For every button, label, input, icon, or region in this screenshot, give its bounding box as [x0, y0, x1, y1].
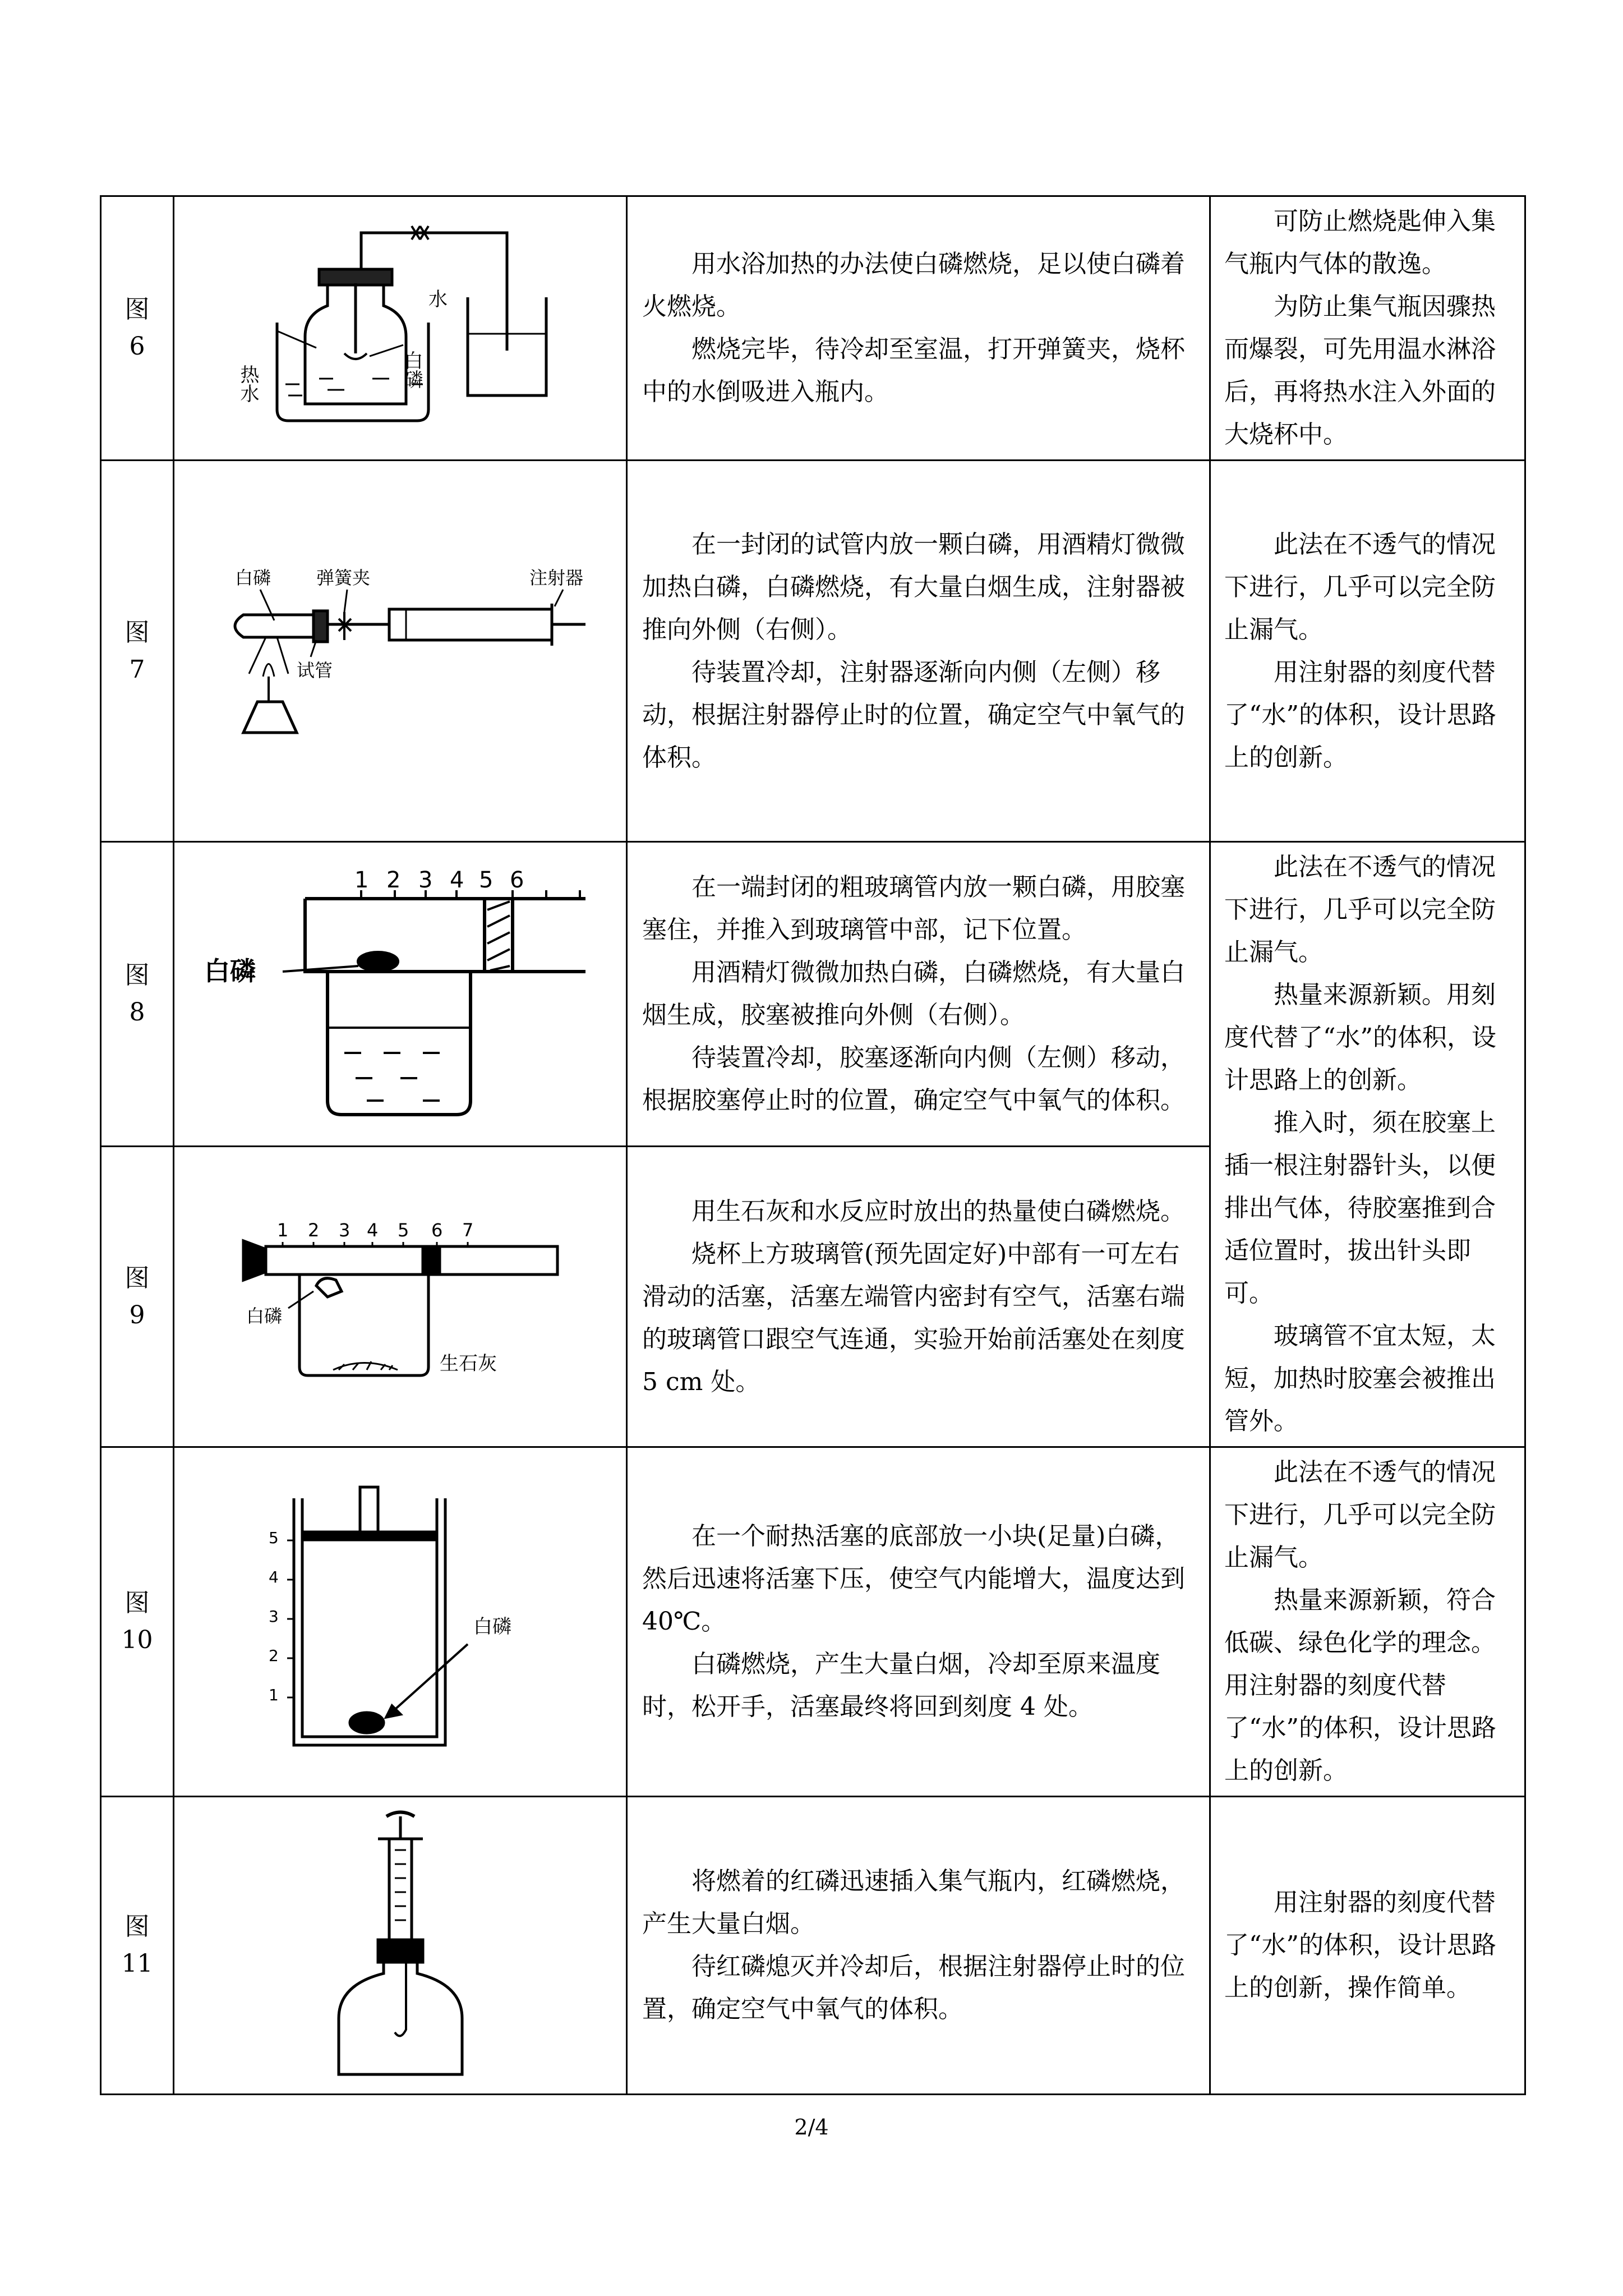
svg-text:5: 5	[478, 867, 493, 894]
fig6-hot-water-label: 热水	[236, 365, 259, 403]
svg-text:2: 2	[307, 1219, 319, 1241]
description-11: 将燃着的红磷迅速插入集气瓶内，红磷燃烧，产生大量白烟。 待红磷熄灭并冷却后，根据注射器停止时的位置，确定空气中氧气的体积。	[627, 1797, 1210, 2095]
svg-text:7: 7	[462, 1219, 473, 1241]
fig6-white-phosphorus-label: 白磷	[400, 351, 423, 389]
svg-text:4: 4	[366, 1219, 378, 1241]
svg-text:3: 3	[338, 1219, 350, 1241]
svg-text:5: 5	[268, 1529, 279, 1547]
fig6-water-label: 水	[428, 288, 448, 311]
svg-text:4: 4	[449, 867, 464, 894]
description-10: 在一个耐热活塞的底部放一小块(足量)白磷，然后迅速将活塞下压，使空气内能增大，温度达到 40℃。 白磷燃烧，产生大量白烟，冷却至原来温度时，松开手，活塞最终将回到刻度 4 处。	[627, 1447, 1210, 1797]
figure-9-cell	[174, 1147, 627, 1447]
table-row	[101, 1447, 1525, 1797]
experiment-table	[100, 195, 1526, 2095]
svg-text:3: 3	[418, 867, 432, 894]
figure-7-cell	[174, 461, 627, 842]
figure-label-8: 图 8	[101, 842, 174, 1147]
figure-label-6: 图 6	[101, 196, 174, 461]
fig7-white-phosphorus-label: 白磷	[234, 567, 271, 588]
table-row	[101, 461, 1525, 842]
figure-10-cell	[174, 1447, 627, 1797]
fig10-white-phosphorus-label: 白磷	[473, 1616, 511, 1638]
note-11: 用注射器的刻度代替了“水”的体积，设计思路上的创新，操作简单。	[1210, 1797, 1525, 2095]
svg-text:6: 6	[431, 1219, 442, 1241]
figure-7-apparatus	[204, 550, 597, 752]
figure-6-apparatus	[236, 216, 557, 440]
note-8-9: 此法在不透气的情况下进行，几乎可以完全防止漏气。 热量来源新颖。用刻度代替了“水”的体积，设计思路上的创新。 推入时，须在胶塞上插一根注射器针头，以便排出气体，待胶塞推到合适位置时，拔出针头即可。 玻璃管不宜太短，太短，加热时胶塞会被推出管外。	[1210, 842, 1525, 1447]
figure-11-apparatus	[316, 1805, 485, 2086]
fig9-quicklime-label: 生石灰	[439, 1352, 497, 1375]
svg-text:4: 4	[268, 1568, 279, 1586]
fig9-white-phosphorus-label: 白磷	[246, 1305, 282, 1327]
svg-text:1: 1	[276, 1219, 288, 1241]
note-7: 此法在不透气的情况下进行，几乎可以完全防止漏气。 用注射器的刻度代替了“水”的体积，设计思路上的创新。	[1210, 461, 1525, 842]
fig7-syringe-label: 注射器	[529, 567, 583, 588]
figure-label-9: 图 9	[101, 1147, 174, 1447]
figure-9-apparatus	[221, 1202, 580, 1392]
table-row	[101, 842, 1525, 1147]
svg-text:6: 6	[509, 867, 524, 894]
figure-8-apparatus	[199, 859, 602, 1129]
figure-label-10: 图 10	[101, 1447, 174, 1797]
page-number: 2/4	[794, 2115, 829, 2139]
table-row	[101, 1797, 1525, 2095]
note-10: 此法在不透气的情况下进行，几乎可以完全防止漏气。 热量来源新颖，符合低碳、绿色化学的理念。用注射器的刻度代替了“水”的体积，设计思路上的创新。	[1210, 1447, 1525, 1797]
fig7-test-tube-label: 试管	[296, 659, 333, 681]
svg-text:2: 2	[268, 1646, 279, 1665]
figure-10-apparatus	[232, 1476, 569, 1768]
description-6: 用水浴加热的办法使白磷燃烧，足以使白磷着火燃烧。 燃烧完毕，待冷却至室温，打开弹簧夹，烧杯中的水倒吸进入瓶内。	[627, 196, 1210, 461]
description-8: 在一端封闭的粗玻璃管内放一颗白磷，用胶塞塞住，并推入到玻璃管中部，记下位置。 用酒精灯微微加热白磷，白磷燃烧，有大量白烟生成，胶塞被推向外侧（右侧）。 待装置冷却，胶塞逐渐向内侧（左侧）移动，根据胶塞停止时的位置，确定空气中氧气的体积。	[627, 842, 1210, 1147]
fig8-white-phosphorus-label: 白磷	[204, 956, 256, 987]
fig7-clip-label: 弹簧夹	[316, 567, 370, 588]
svg-text:2: 2	[386, 867, 400, 894]
fig10-scale	[269, 1529, 279, 1704]
figure-8-cell	[174, 842, 627, 1147]
figure-6-cell	[174, 196, 627, 461]
table-row	[101, 196, 1525, 461]
description-7: 在一封闭的试管内放一颗白磷，用酒精灯微微加热白磷，白磷燃烧，有大量白烟生成，注射器被推向外侧（右侧）。 待装置冷却，注射器逐渐向内侧（左侧）移动，根据注射器停止时的位置，确定空气中氧气的体积。	[627, 461, 1210, 842]
note-6: 可防止燃烧匙伸入集气瓶内气体的散逸。 为防止集气瓶因骤热而爆裂，可先用温水淋浴后，再将热水注入外面的大烧杯中。	[1210, 196, 1525, 461]
figure-11-cell	[174, 1797, 627, 2095]
fig8-scale	[354, 867, 524, 893]
description-9: 用生石灰和水反应时放出的热量使白磷燃烧。 烧杯上方玻璃管(预先固定好)中部有一可左右滑动的活塞，活塞左端管内密封有空气，活塞右端的玻璃管口跟空气连通，实验开始前活塞处在刻度 5 cm 处。	[627, 1147, 1210, 1447]
svg-text:1: 1	[268, 1686, 279, 1704]
fig9-scale	[277, 1220, 473, 1241]
figure-label-7: 图 7	[101, 461, 174, 842]
svg-text:3: 3	[268, 1607, 279, 1626]
svg-text:1: 1	[354, 867, 368, 894]
figure-label-11: 图 11	[101, 1797, 174, 2095]
svg-text:5: 5	[397, 1219, 409, 1241]
